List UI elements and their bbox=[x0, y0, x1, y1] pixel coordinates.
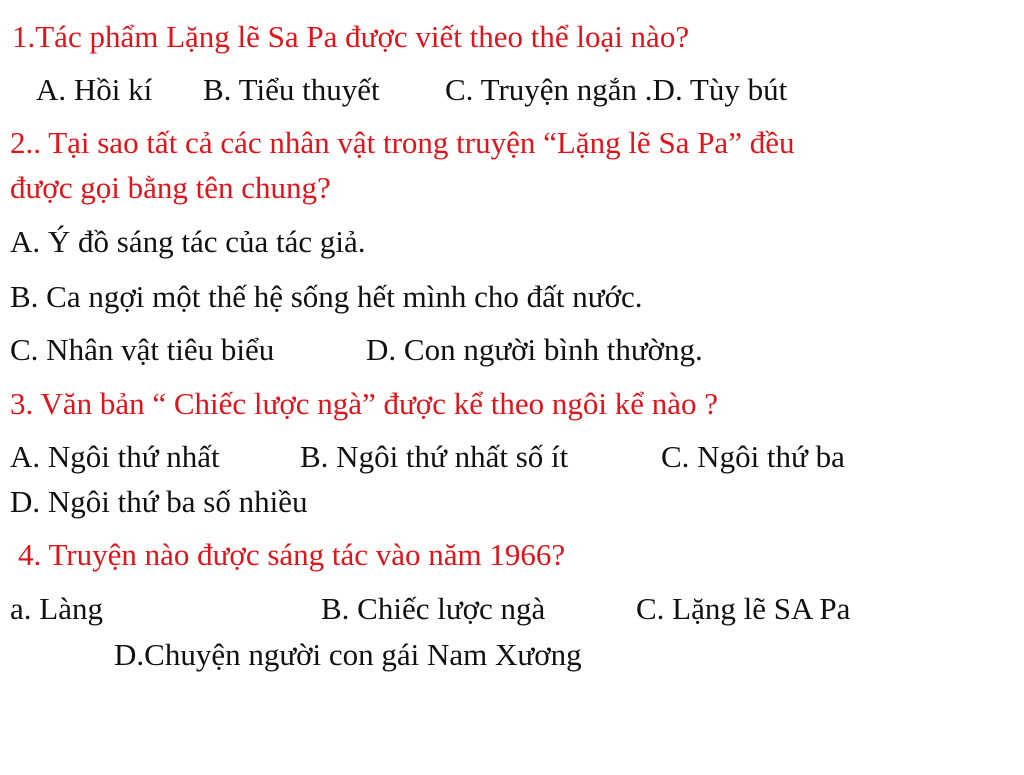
question-2-line-2: được gọi bằng tên chung? bbox=[10, 170, 331, 205]
question-4-option-a: a. Làng bbox=[10, 591, 103, 626]
question-3-option-d: D. Ngôi thứ ba số nhiều bbox=[10, 484, 308, 519]
question-4-option-d: D.Chuyện người con gái Nam Xương bbox=[114, 637, 582, 672]
question-2-line-1: 2.. Tại sao tất cả các nhân vật trong truyện “Lặng lẽ Sa Pa” đều bbox=[10, 125, 795, 160]
question-1-option-a: A. Hồi kí bbox=[36, 72, 153, 107]
question-4: 4. Truyện nào được sáng tác vào năm 1966? bbox=[18, 537, 566, 572]
question-2-option-c: C. Nhân vật tiêu biểu bbox=[10, 332, 275, 367]
question-3: 3. Văn bản “ Chiếc lược ngà” được kể theo ngôi kể nào ? bbox=[10, 386, 718, 421]
question-1-option-c-d: C. Truyện ngắn .D. Tùy bút bbox=[445, 72, 788, 107]
question-4-option-c: C. Lặng lẽ SA Pa bbox=[636, 591, 851, 626]
question-3-option-c: C. Ngôi thứ ba bbox=[661, 439, 845, 474]
question-1-option-b: B. Tiểu thuyết bbox=[203, 72, 380, 107]
question-1: 1.Tác phẩm Lặng lẽ Sa Pa được viết theo thể loại nào? bbox=[12, 19, 690, 54]
question-4-option-b: B. Chiếc lược ngà bbox=[321, 591, 546, 626]
question-3-option-a: A. Ngôi thứ nhất bbox=[10, 439, 220, 474]
question-3-option-b: B. Ngôi thứ nhất số ít bbox=[300, 439, 569, 474]
question-2-option-d: D. Con người bình thường. bbox=[366, 332, 703, 367]
question-2-option-a: A. Ý đồ sáng tác của tác giả. bbox=[10, 224, 366, 259]
question-2-option-b: B. Ca ngợi một thế hệ sống hết mình cho đất nước. bbox=[10, 279, 643, 314]
